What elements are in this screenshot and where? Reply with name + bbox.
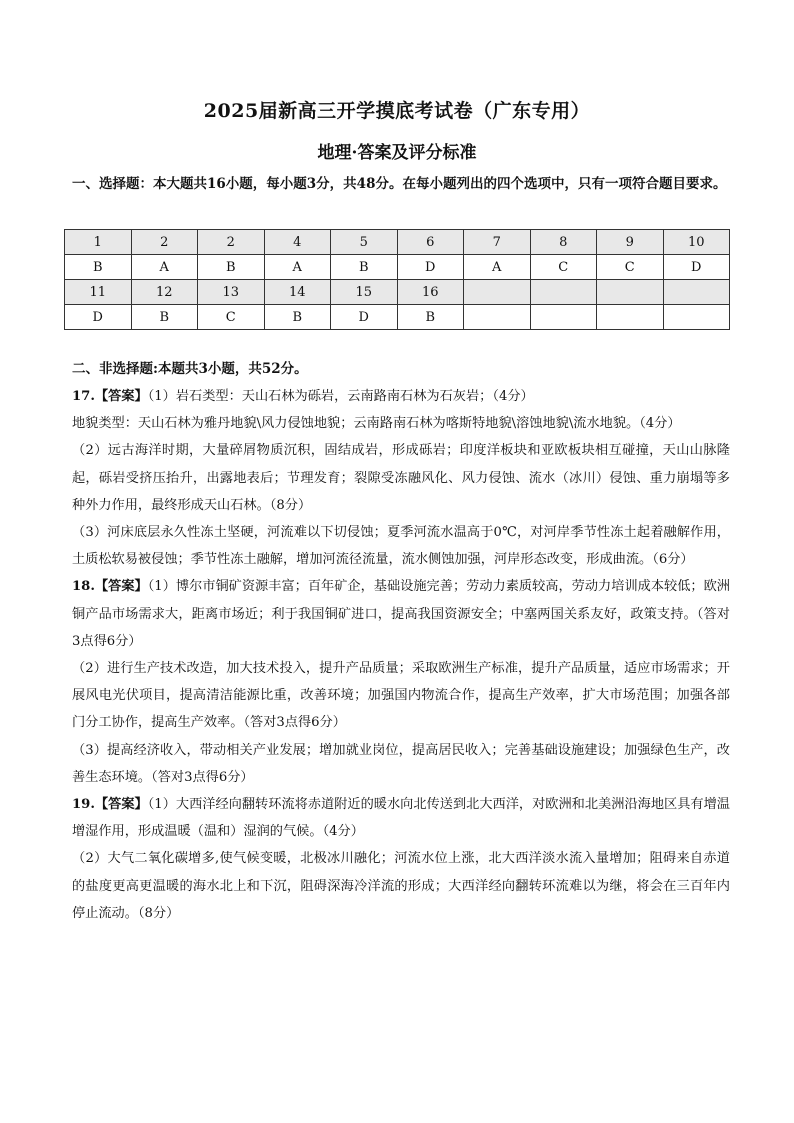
q18-answer-3: （3）提高经济收入，带动相关产业发展；增加就业岗位，提高居民收入；完善基础设施建设；加强绿色生产，改善生态环境。（答对3点得6分） — [72, 742, 730, 785]
table-cell: B — [131, 305, 198, 330]
table-cell: B — [65, 255, 132, 280]
section-1-heading: 一、选择题：本大题共16小题，每小题3分，共48分。在每小题列出的四个选项中，只有一项符合题目要求。 — [72, 176, 727, 192]
table-cell — [464, 305, 531, 330]
table-cell — [597, 280, 664, 305]
table-cell: 1 — [65, 230, 132, 255]
table-cell: 8 — [530, 230, 597, 255]
table-cell: C — [530, 255, 597, 280]
answer-table — [64, 229, 730, 330]
q17-answer-2: 地貌类型：天山石林为雅丹地貌\风力侵蚀地貌；云南路南石林为喀斯特地貌\溶蚀地貌\流水地貌。（4分） — [72, 416, 681, 432]
table-cell: A — [464, 255, 531, 280]
table-cell: 5 — [331, 230, 398, 255]
table-cell — [597, 305, 664, 330]
q17-answer-3: （2）远古海洋时期，大量碎屑物质沉积，固结成岩，形成砾岩；印度洋板块和亚欧板块相互碰撞，天山山脉隆起，砾岩受挤压抬升，出露地表后；节理发育；裂隙受冻融风化、风力侵蚀、流水（冰川）侵蚀、重力崩塌等多种外力作用，最终形成天山石林。（8分） — [72, 443, 730, 513]
table-cell: 13 — [198, 280, 265, 305]
table-cell: A — [131, 255, 198, 280]
table-cell — [530, 280, 597, 305]
table-cell: D — [397, 255, 464, 280]
table-cell: 15 — [331, 280, 398, 305]
table-cell: D — [65, 305, 132, 330]
table-cell — [663, 280, 730, 305]
table-cell — [464, 280, 531, 305]
table-cell: C — [198, 305, 265, 330]
page-title: 2025届新高三开学摸底考试卷（广东专用） — [203, 100, 591, 122]
table-cell: A — [264, 255, 331, 280]
table-cell: 16 — [397, 280, 464, 305]
table-cell: 14 — [264, 280, 331, 305]
q17-answer-4: （3）河床底层永久性冻土坚硬，河流难以下切侵蚀；夏季河流水温高于0℃，对河岸季节性冻土起着融解作用，土质松软易被侵蚀；季节性冻土融解，增加河流径流量，流水侧蚀加强，河岸形态改变，形成曲流。（6分） — [72, 525, 730, 568]
table-cell: B — [264, 305, 331, 330]
q19-answer-2: （2）大气二氧化碳增多,使气候变暖，北极冰川融化；河流水位上涨，北大西洋淡水流入量增加；阻碍来自赤道的盐度更高更温暖的海水北上和下沉，阻碍深海冷洋流的形成；大西洋经向翻转环流难以为继，将会在三百年内停止流动。（8分） — [72, 851, 730, 921]
table-cell: 4 — [264, 230, 331, 255]
q17-label: 17.【答案】 — [72, 389, 148, 404]
table-row-answers-2 — [65, 305, 730, 330]
q18-answer-1 — [72, 573, 730, 655]
table-cell: 7 — [464, 230, 531, 255]
table-row-numbers-2 — [65, 280, 730, 305]
table-cell: B — [198, 255, 265, 280]
table-cell: 6 — [397, 230, 464, 255]
q19-answer-1 — [72, 791, 730, 845]
q19-label: 19.【答案】 — [72, 797, 148, 813]
q19-text-1: （1）大西洋经向翻转环流将赤道附近的暖水向北传送到北大西洋，对欧洲和北美洲沿海地区具有增温增湿作用，形成温暖（温和）湿润的气候。（4分） — [72, 797, 730, 840]
table-row-numbers-1 — [65, 230, 730, 255]
table-cell — [663, 305, 730, 330]
table-cell: D — [663, 255, 730, 280]
table-cell: 10 — [663, 230, 730, 255]
answers-body — [72, 383, 730, 927]
table-cell: C — [597, 255, 664, 280]
table-cell: 9 — [597, 230, 664, 255]
q18-answer-2: （2）进行生产技术改造，加大技术投入，提升产品质量；采取欧洲生产标准，提升产品质量，适应市场需求；开展风电光伏项目，提高清洁能源比重，改善环境；加强国内物流合作，提高生产效率，扩大市场范围；加强各部门分工协作，提高生产效率。（答对3点得6分） — [72, 661, 730, 731]
table-row-answers-1 — [65, 255, 730, 280]
table-cell — [530, 305, 597, 330]
table-cell: B — [397, 305, 464, 330]
q18-label: 18.【答案】 — [72, 579, 148, 595]
q18-text-1: （1）博尔市铜矿资源丰富；百年矿企，基础设施完善；劳动力素质较高，劳动力培训成本较低；欧洲铜产品市场需求大，距离市场近；利于我国铜矿进口，提高我国资源安全；中塞两国关系友好，政策支持。（答对3点得6分） — [72, 579, 730, 649]
table-cell: D — [331, 305, 398, 330]
table-cell: 12 — [131, 280, 198, 305]
q17-answer-1 — [72, 383, 730, 410]
table-cell: B — [331, 255, 398, 280]
table-cell: 2 — [198, 230, 265, 255]
table-cell: 2 — [131, 230, 198, 255]
page-subtitle: 地理·答案及评分标准 — [317, 143, 477, 163]
section-2-heading: 二、非选择题:本题共3小题，共52分。 — [72, 361, 308, 377]
table-cell: 11 — [65, 280, 132, 305]
q17-text-1: （1）岩石类型：天山石林为砾岩，云南路南石林为石灰岩；（4分） — [147, 389, 534, 404]
